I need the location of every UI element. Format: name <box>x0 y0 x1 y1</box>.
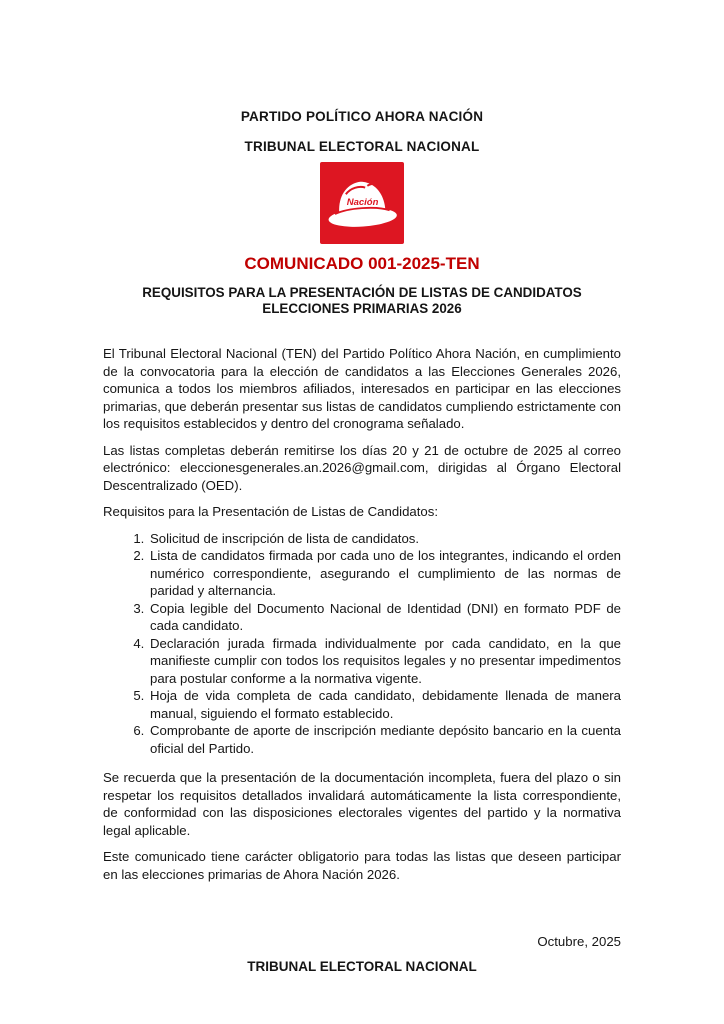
requirement-item: 3. Copia legible del Documento Nacional de Identidad (DNI) en formato PDF de cada candidato. <box>148 600 621 635</box>
requirement-item: 6. Comprobante de aporte de inscripción mediante depósito bancario en la cuenta oficial del Partido. <box>148 722 621 757</box>
paragraph-intro: El Tribunal Electoral Nacional (TEN) del Partido Político Ahora Nación, en cumplimiento de la convocatoria para la elección de candidatos a las Elecciones Generales 2026, comunica a todos los miembros afiliados, interesados en participar en las elecciones primarias, que deberán presentar sus listas de candidatos cumpliendo estrictamente con los requisitos establecidos y dentro del cronograma señalado. <box>103 346 621 431</box>
document-body <box>103 345 621 883</box>
paragraph-warning: Se recuerda que la presentación de la documentación incompleta, fuera del plazo o sin respetar los requisitos detallados invalidará automáticamente la lista correspondiente, de conformidad con las disposiciones electorales vigentes del partido y la normativa legal aplicable. <box>103 770 621 838</box>
org-name-header: TRIBUNAL ELECTORAL NACIONAL <box>244 139 480 154</box>
document-date: Octubre, 2025 <box>537 934 621 949</box>
communique-title: COMUNICADO 001-2025-TEN <box>244 254 480 273</box>
requirement-item: 4. Declaración jurada firmada individualmente por cada candidato, en la que manifieste cumplir con todos los requisitos legales y no presentar impedimentos para postular conforme a la normativa vigente. <box>148 635 621 688</box>
paragraph-submission: Las listas completas deberán remitirse los días 20 y 21 de octubre de 2025 al correo electrónico: eleccionesgenerales.an.2026@gmail.com, dirigidas al Órgano Electoral Descentralizado (OED). <box>103 442 621 493</box>
logo-container <box>103 162 621 244</box>
hard-hat-icon <box>324 170 400 236</box>
party-logo <box>320 162 404 244</box>
requirement-item: 5. Hoja de vida completa de cada candidato, debidamente llenada de manera manual, siguiendo el formato establecido. <box>148 687 621 722</box>
paragraph-closing: Este comunicado tiene carácter obligatorio para todas las listas que deseen participar en las elecciones primarias de Ahora Nación 2026. <box>103 849 621 882</box>
requirements-list <box>103 530 621 758</box>
requirements-heading: Requisitos para la Presentación de Listas de Candidatos: <box>103 504 439 519</box>
communique-subtitle <box>103 285 621 317</box>
org-name-footer: TRIBUNAL ELECTORAL NACIONAL <box>247 959 477 974</box>
logo-text: Nación <box>346 197 379 209</box>
party-name: PARTIDO POLÍTICO AHORA NACIÓN <box>240 109 484 124</box>
requirement-item: 1. Solicitud de inscripción de lista de candidatos. <box>148 530 621 548</box>
subtitle-line-2: ELECCIONES PRIMARIAS 2026 <box>262 301 462 316</box>
subtitle-line-1: REQUISITOS PARA LA PRESENTACIÓN DE LISTAS DE CANDIDATOS <box>142 285 582 300</box>
requirement-item: 2. Lista de candidatos firmada por cada uno de los integrantes, indicando el orden numérico correspondiente, asegurando el cumplimiento de las normas de paridad y alternancia. <box>148 547 621 600</box>
